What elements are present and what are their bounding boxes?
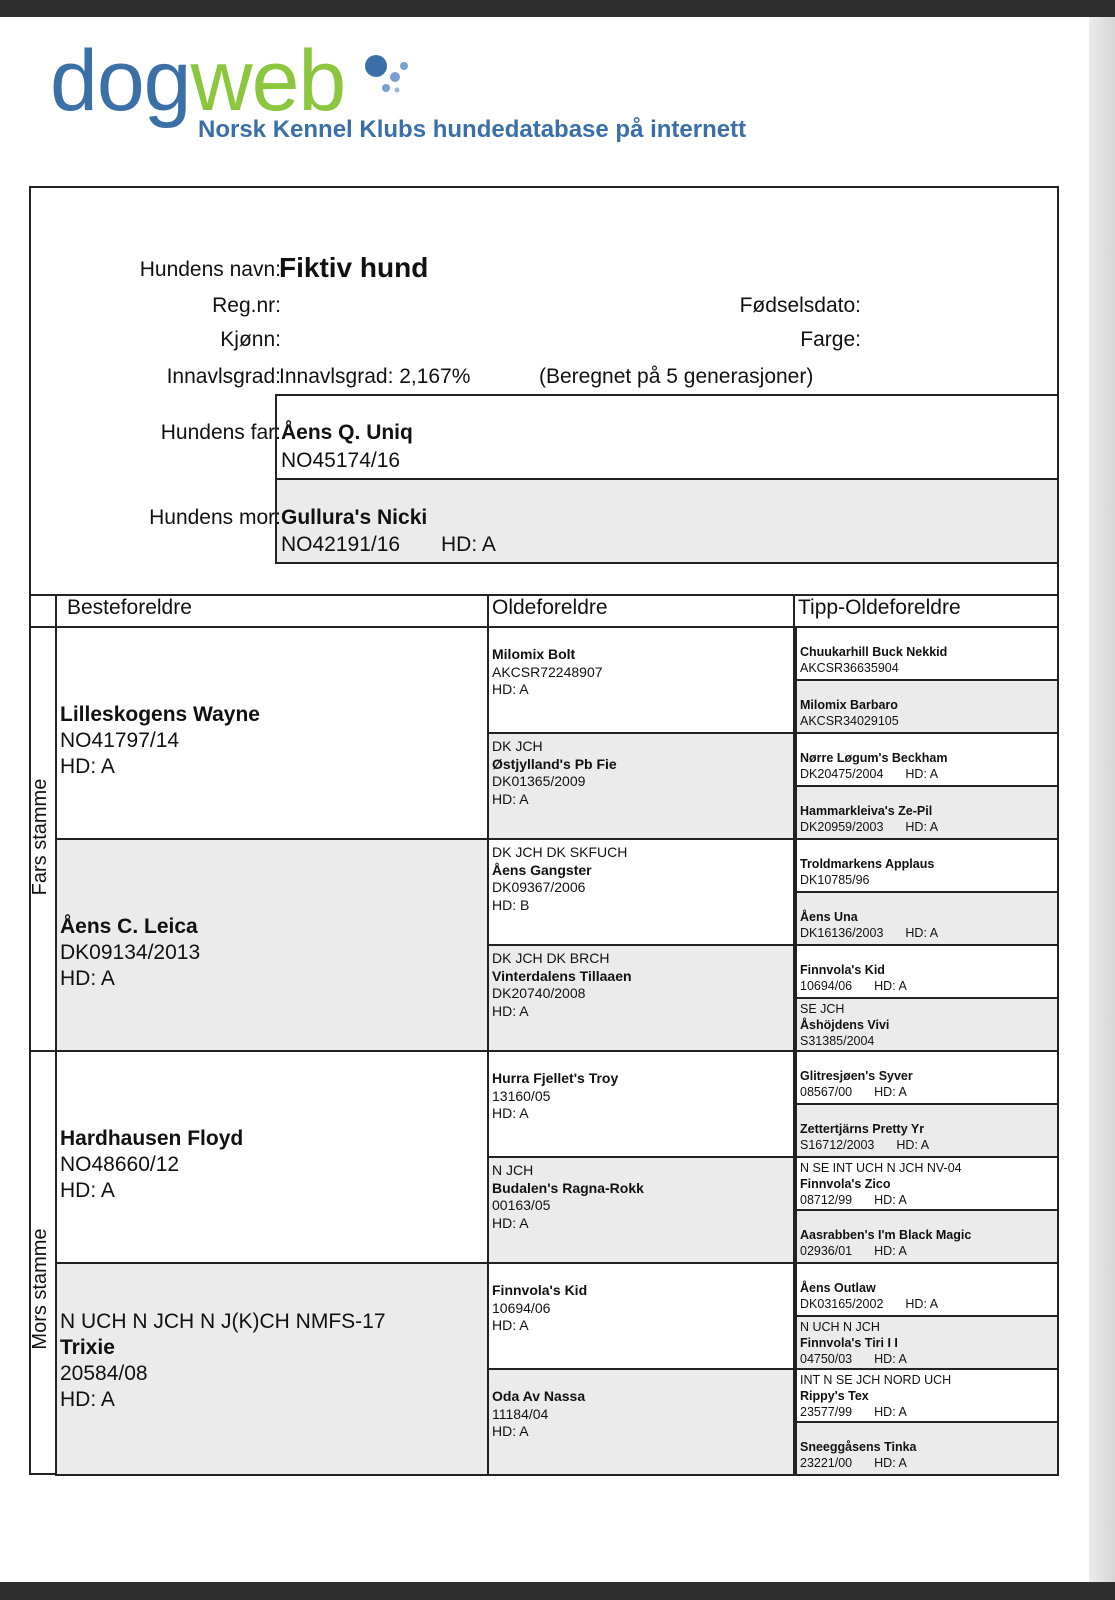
dog-hd: HD: A [874,1405,907,1419]
dog-reg: 10694/06 [492,1299,551,1316]
dog-reg: 08712/99 [800,1193,853,1207]
greatgrandparents-entry [492,844,627,914]
dog-name: Milomix Barbaro [800,698,898,712]
dog-name: Milomix Bolt [492,646,576,662]
dog-name: Aasrabben's I'm Black Magic [800,1228,972,1242]
greatgreat-entry [800,1439,917,1471]
sire-label: Hundens far: [160,421,281,444]
dog-title: DK JCH [492,738,543,754]
dog-hd: HD: A [905,767,939,781]
logo-dots-icon [364,52,424,102]
dog-reg: AKCSR34029105 [800,714,899,728]
greatgreat-entry [800,644,947,676]
dog-name: Sneeggåsens Tinka [800,1440,917,1454]
dog-hd: HD: A [874,1352,907,1366]
dog-title: DK JCH DK BRCH [492,950,610,966]
dog-reg: NO41797/14 [60,729,180,752]
dog-name: Troldmarkens Applaus [800,857,935,871]
dog-name: Finnvola's Tiri I I [800,1336,898,1350]
dog-name: Trixie [60,1336,115,1359]
dog-reg: NO48660/12 [60,1153,180,1176]
dog-title: N UCH N JCH [800,1320,880,1334]
dog-name: Lilleskogens Wayne [60,703,260,726]
inbreed-note: (Beregnet på 5 generasjoner) [539,365,814,388]
dog-reg: S31385/2004 [800,1034,875,1048]
dog-hd: HD: A [874,1085,907,1099]
grandparents-entry [60,702,260,780]
dog-reg: DK20959/2003 [800,820,884,834]
dam-label: Hundens mor: [149,506,281,529]
greatgreat-entry [800,1319,907,1367]
dam-reg: NO42191/16 [281,533,401,556]
dog-title: N SE INT UCH N JCH NV-04 [800,1161,962,1175]
dog-name: Åens Una [800,910,858,924]
dog-name: Åshöjdens Vivi [800,1018,890,1032]
col-label-greatgrandparents: Oldeforeldre [492,596,608,619]
dog-title: N UCH N JCH N J(K)CH NMFS-17 [60,1310,386,1333]
col-label-grandparents: Besteforeldre [67,596,192,619]
sire-side-label: Fars stamme [29,778,51,896]
dog-title: N JCH [492,1162,534,1178]
greatgrandparents-entry [492,738,617,808]
inbreed-label: Innavlsgrad: [166,365,281,388]
dog-hd: HD: A [492,1423,529,1439]
greatgreat-entry [800,697,921,729]
dog-name: Zettertjärns Pretty Yr [800,1122,925,1136]
dog-hd: HD: A [492,1214,529,1231]
dog-name: Glitresjøen's Syver [800,1069,913,1083]
greatgrandparents-entry [492,1388,585,1441]
dog-reg: 08567/00 [800,1085,853,1099]
dog-reg: AKCSR72248907 [492,663,603,680]
dog-title: SE JCH [800,1002,845,1016]
dog-hd: HD: A [905,1297,939,1311]
dam-hd: HD: A [441,533,496,556]
logo-wordmark [50,33,346,129]
dog-reg: DK01365/2009 [492,773,586,789]
dog-name: Finnvola's Kid [492,1282,588,1298]
dog-title: DK JCH DK SKFUCH [492,844,628,860]
dog-reg: DK03165/2002 [800,1297,884,1311]
dog-reg: 13160/05 [492,1087,551,1104]
dog-hd: HD: A [492,790,529,807]
dog-reg: 11184/04 [492,1405,549,1422]
dog-reg: DK20740/2008 [492,985,586,1001]
dog-hd: HD: A [60,1179,115,1202]
dog-reg: 02936/01 [800,1244,853,1258]
dog-name: Hardhausen Floyd [60,1127,244,1150]
dog-reg: AKCSR36635904 [800,661,899,675]
dog-reg: 00163/05 [492,1197,551,1213]
greatgreat-entry [800,962,907,994]
dam-name: Gullura's Nicki [281,506,428,529]
dog-name: Chuukarhill Buck Nekkid [800,645,948,659]
greatgreat-entry [800,1227,971,1259]
dog-hd: HD: A [905,820,939,834]
dog-hd: HD: A [874,1193,907,1207]
greatgreat-entry [800,856,934,888]
greatgrandparents-entry [492,1070,618,1123]
dog-name: Hurra Fjellet's Troy [492,1070,619,1086]
dog-hd: HD: A [896,1138,930,1152]
color-label: Farge: [800,328,861,351]
dog-hd: HD: A [492,1105,529,1121]
greatgreat-entry [800,1001,896,1049]
dog-title: INT N SE JCH NORD UCH [800,1373,952,1387]
dog-reg: 23577/99 [800,1405,853,1419]
greatgreat-entry [800,1280,938,1312]
dog-reg: S16712/2003 [800,1138,875,1152]
dog-hd: HD: A [60,755,115,778]
dog-name: Oda Av Nassa [492,1388,586,1404]
grandparents-entry [60,1309,386,1413]
greatgreat-entry [800,1372,951,1420]
name-label: Hundens navn: [139,258,281,281]
dog-hd: HD: A [874,979,907,993]
dog-name: Østjylland's Pb Fie [492,755,617,772]
greatgrandparents-entry [492,1282,587,1335]
greatgreat-entry [800,803,938,835]
page-edge [1089,17,1115,1582]
greatgreat-entry [800,750,947,782]
grandparents-entry [60,1126,243,1204]
sire-name: Åens Q. Uniq [281,421,413,444]
logo-dog: dog [50,33,191,129]
dog-name: Nørre Løgum's Beckham [800,751,948,765]
greatgreat-entry [800,1121,929,1153]
inbreed-value: Innavlsgrad: 2,167% [279,365,471,388]
dog-hd: HD: A [905,926,939,940]
dog-name: Åens Outlaw [800,1281,876,1295]
dog-hd: HD: A [60,1388,115,1411]
dogweb-logo [48,33,808,148]
greatgreat-entry [800,1160,962,1208]
dog-reg: DK10785/96 [800,873,870,887]
greatgrandparents-entry [492,1162,644,1232]
dog-name: Rippy's Tex [800,1389,869,1403]
birth-label: Fødselsdato: [739,294,861,317]
dog-name: Fiktiv hund [279,252,429,283]
dog-name: Åens C. Leica [60,915,198,938]
greatgrandparents-entry [492,950,632,1020]
dog-reg: 04750/03 [800,1352,853,1366]
dog-hd: HD: A [874,1244,907,1258]
dog-name: Åens Gangster [492,861,592,878]
sire-reg: NO45174/16 [281,449,401,472]
dog-reg: DK09367/2006 [492,879,586,895]
dog-hd: HD: B [492,896,530,913]
greatgreat-entry [800,1068,913,1100]
dog-name: Hammarkleiva's Ze-Pil [800,804,933,818]
dog-name: Budalen's Ragna-Rokk [492,1179,644,1196]
dog-reg: 20584/08 [60,1362,148,1385]
greatgrandparents-entry [492,646,603,699]
dog-hd: HD: A [492,1002,529,1019]
logo-web: web [190,33,346,129]
dog-reg: DK20475/2004 [800,767,884,781]
dog-name: Vinterdalens Tillaaen [492,967,632,984]
corner-cell [29,594,57,628]
logo-tagline: Norsk Kennel Klubs hundedatabase på internett [198,116,747,143]
dog-hd: HD: A [874,1456,907,1470]
dog-hd: HD: A [492,1317,529,1333]
reg-label: Reg.nr: [212,294,281,317]
dog-reg: 23221/00 [800,1456,853,1470]
dog-name: Finnvola's Kid [800,963,885,977]
greatgreat-entry [800,909,938,941]
sex-label: Kjønn: [220,328,281,351]
dam-side-label: Mors stamme [29,1228,51,1350]
dog-reg: DK16136/2003 [800,926,884,940]
col-label-greatgreat: Tipp-Oldeforeldre [798,596,961,619]
dog-name: Finnvola's Zico [800,1177,891,1191]
dog-reg: DK09134/2013 [60,941,201,964]
dog-hd: HD: A [60,967,115,990]
dog-hd: HD: A [492,681,529,697]
dog-reg: 10694/06 [800,979,853,993]
grandparents-entry [60,914,200,992]
